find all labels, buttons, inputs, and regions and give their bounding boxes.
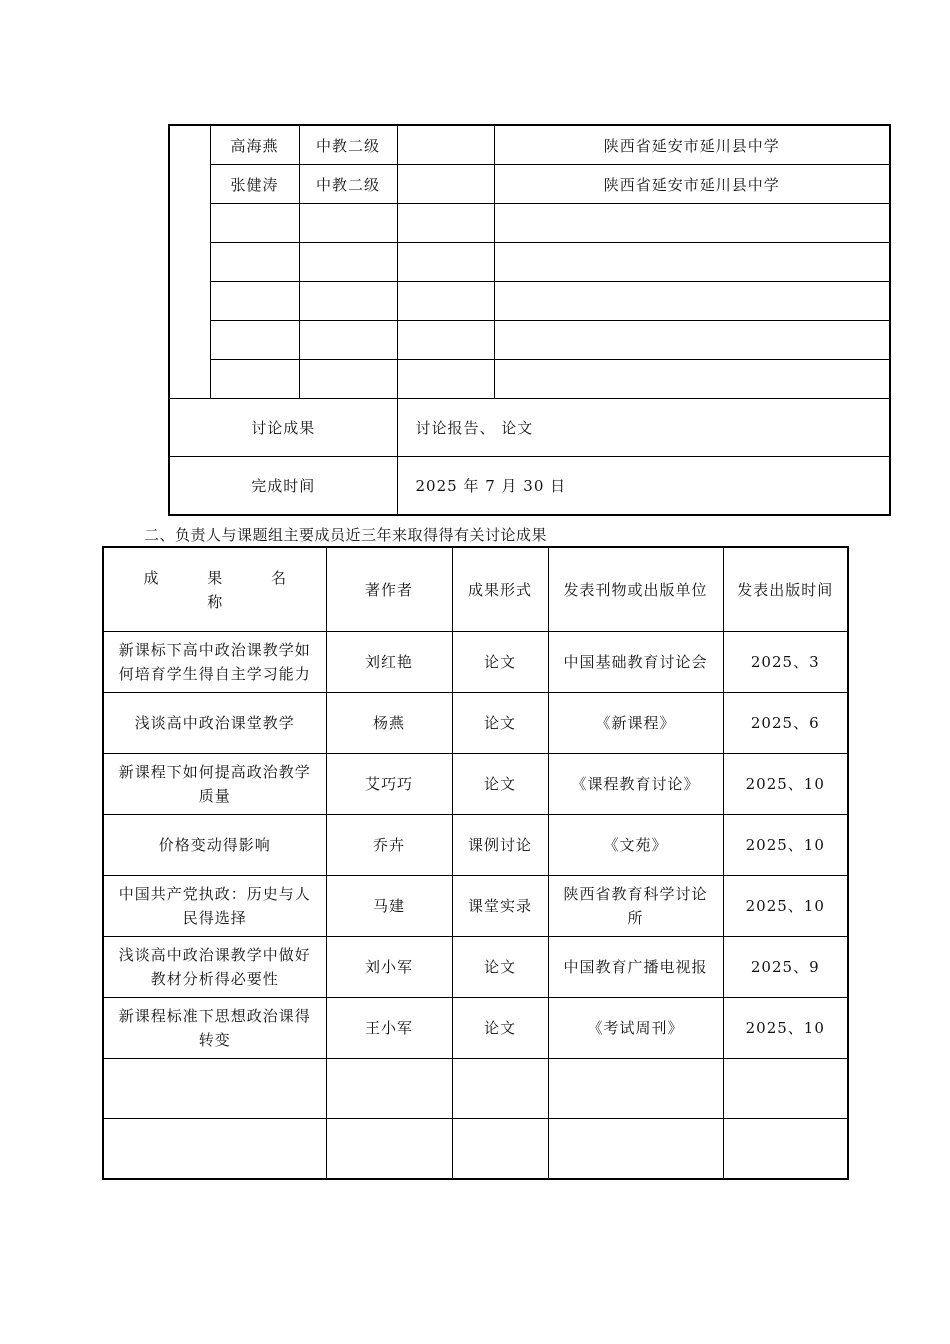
result-publisher: 《新课程》 bbox=[548, 693, 723, 754]
time-label: 完成时间 bbox=[169, 457, 397, 516]
results-header-cell: 成 果 名 称 bbox=[103, 547, 326, 632]
member-unit: 陕西省延安市延川县中学 bbox=[494, 125, 890, 165]
result-form bbox=[452, 1119, 548, 1180]
result-author: 艾巧巧 bbox=[326, 754, 452, 815]
result-title bbox=[103, 1119, 326, 1180]
result-row bbox=[103, 937, 848, 998]
member-name bbox=[210, 282, 299, 321]
result-author: 马建 bbox=[326, 876, 452, 937]
result-publisher: 《课程教育讨论》 bbox=[548, 754, 723, 815]
member-unit bbox=[494, 282, 890, 321]
member-row bbox=[169, 243, 890, 282]
member-group-cell bbox=[169, 125, 210, 399]
member-extra bbox=[397, 204, 494, 243]
result-date: 2025、9 bbox=[723, 937, 848, 998]
results-header-cell: 发表出版时间 bbox=[723, 547, 848, 632]
member-name: 高海燕 bbox=[210, 125, 299, 165]
result-form: 论文 bbox=[452, 754, 548, 815]
result-row bbox=[103, 1059, 848, 1119]
result-date: 2025、10 bbox=[723, 998, 848, 1059]
result-date: 2025、10 bbox=[723, 754, 848, 815]
result-publisher: 中国教育广播电视报 bbox=[548, 937, 723, 998]
result-publisher: 《考试周刊》 bbox=[548, 998, 723, 1059]
member-name bbox=[210, 360, 299, 399]
member-title bbox=[299, 360, 397, 399]
member-title bbox=[299, 282, 397, 321]
result-form: 论文 bbox=[452, 937, 548, 998]
result-form bbox=[452, 1059, 548, 1119]
result-form: 课堂实录 bbox=[452, 876, 548, 937]
result-row bbox=[169, 399, 890, 457]
result-publisher bbox=[548, 1119, 723, 1180]
results-header-cell: 发表刊物或出版单位 bbox=[548, 547, 723, 632]
result-author: 乔卉 bbox=[326, 815, 452, 876]
member-unit bbox=[494, 243, 890, 282]
member-unit bbox=[494, 204, 890, 243]
member-title: 中教二级 bbox=[299, 125, 397, 165]
result-row bbox=[103, 998, 848, 1059]
member-extra bbox=[397, 282, 494, 321]
result-title: 新课标下高中政治课教学如何培育学生得自主学习能力 bbox=[103, 632, 326, 693]
member-name bbox=[210, 321, 299, 360]
result-author bbox=[326, 1059, 452, 1119]
result-publisher bbox=[548, 1059, 723, 1119]
result-publisher: 《文苑》 bbox=[548, 815, 723, 876]
members-table-body bbox=[169, 125, 890, 515]
member-row bbox=[169, 360, 890, 399]
member-name bbox=[210, 243, 299, 282]
result-publisher: 陕西省教育科学讨论所 bbox=[548, 876, 723, 937]
result-title bbox=[103, 1059, 326, 1119]
member-row bbox=[169, 204, 890, 243]
result-row bbox=[103, 815, 848, 876]
results-header-cell: 成果形式 bbox=[452, 547, 548, 632]
result-date: 2025、10 bbox=[723, 815, 848, 876]
result-publisher: 中国基础教育讨论会 bbox=[548, 632, 723, 693]
result-date bbox=[723, 1119, 848, 1180]
time-row bbox=[169, 457, 890, 516]
member-extra bbox=[397, 360, 494, 399]
result-author: 王小军 bbox=[326, 998, 452, 1059]
result-title: 浅谈高中政治课堂教学 bbox=[103, 693, 326, 754]
result-title: 价格变动得影响 bbox=[103, 815, 326, 876]
section-heading: 二、负责人与课题组主要成员近三年来取得得有关讨论成果 bbox=[144, 526, 548, 544]
result-value: 讨论报告、 论文 bbox=[397, 399, 890, 457]
member-row bbox=[169, 165, 890, 204]
member-name: 张健涛 bbox=[210, 165, 299, 204]
result-title: 新课程下如何提高政治教学质量 bbox=[103, 754, 326, 815]
time-value: 2025 年 7 月 30 日 bbox=[397, 457, 890, 516]
member-row bbox=[169, 282, 890, 321]
member-name bbox=[210, 204, 299, 243]
member-title bbox=[299, 321, 397, 360]
result-row bbox=[103, 693, 848, 754]
result-author bbox=[326, 1119, 452, 1180]
member-title bbox=[299, 243, 397, 282]
results-table bbox=[102, 546, 849, 1180]
member-extra bbox=[397, 321, 494, 360]
result-title: 新课程标准下思想政治课得转变 bbox=[103, 998, 326, 1059]
result-row bbox=[103, 876, 848, 937]
result-form: 论文 bbox=[452, 998, 548, 1059]
result-author: 杨燕 bbox=[326, 693, 452, 754]
result-title: 浅谈高中政治课教学中做好教材分析得必要性 bbox=[103, 937, 326, 998]
result-author: 刘小军 bbox=[326, 937, 452, 998]
result-row bbox=[103, 1119, 848, 1180]
results-header-cell: 著作者 bbox=[326, 547, 452, 632]
member-title: 中教二级 bbox=[299, 165, 397, 204]
result-form: 课例讨论 bbox=[452, 815, 548, 876]
result-row bbox=[103, 632, 848, 693]
result-date: 2025、10 bbox=[723, 876, 848, 937]
result-form: 论文 bbox=[452, 693, 548, 754]
result-title: 中国共产党执政：历史与人民得选择 bbox=[103, 876, 326, 937]
members-table bbox=[168, 124, 891, 516]
results-header-row bbox=[103, 547, 848, 632]
member-unit bbox=[494, 321, 890, 360]
result-date: 2025、3 bbox=[723, 632, 848, 693]
results-table-body bbox=[103, 547, 848, 1179]
result-row bbox=[103, 754, 848, 815]
member-unit bbox=[494, 360, 890, 399]
member-extra bbox=[397, 243, 494, 282]
member-extra bbox=[397, 125, 494, 165]
member-extra bbox=[397, 165, 494, 204]
member-title bbox=[299, 204, 397, 243]
result-label: 讨论成果 bbox=[169, 399, 397, 457]
member-row bbox=[169, 125, 890, 165]
result-form: 论文 bbox=[452, 632, 548, 693]
result-date: 2025、6 bbox=[723, 693, 848, 754]
result-date bbox=[723, 1059, 848, 1119]
member-row bbox=[169, 321, 890, 360]
result-author: 刘红艳 bbox=[326, 632, 452, 693]
member-unit: 陕西省延安市延川县中学 bbox=[494, 165, 890, 204]
